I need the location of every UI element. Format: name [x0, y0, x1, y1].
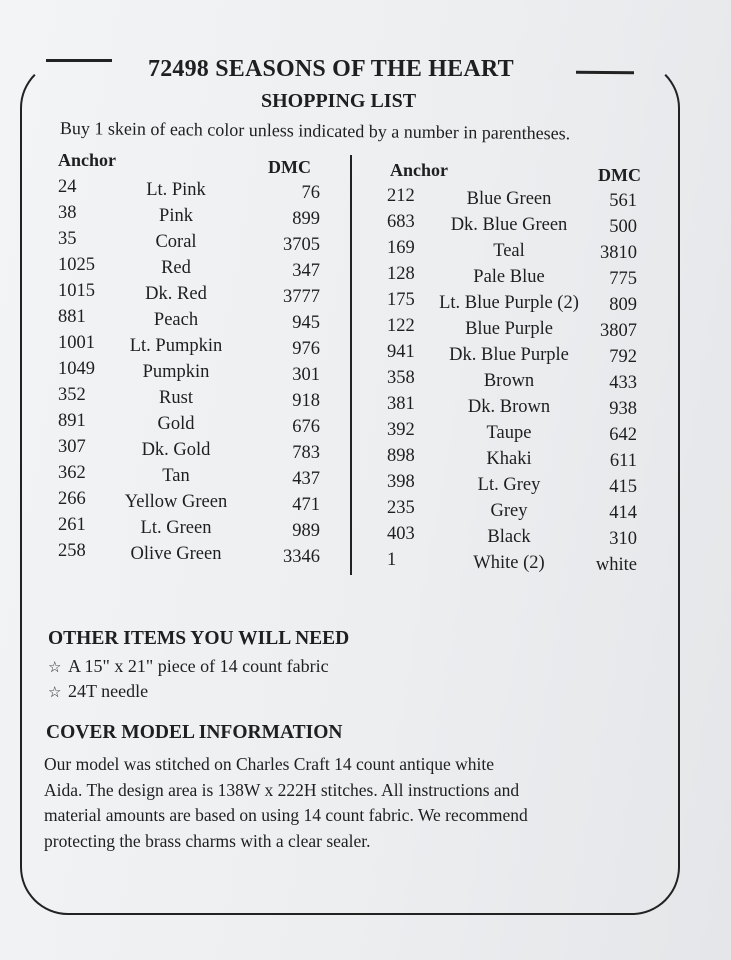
- cover-model-line: material amounts are based on using 14 count fabric. We recommend: [44, 805, 528, 825]
- dmc-number: 414: [609, 503, 637, 523]
- anchor-number: 24: [58, 177, 77, 197]
- dmc-number: 347: [292, 261, 320, 281]
- anchor-number: 381: [387, 394, 415, 414]
- thread-row: [387, 316, 647, 342]
- left-dmc-header: DMC: [268, 157, 311, 177]
- thread-row: [58, 281, 330, 307]
- color-name: Dk. Blue Purple: [449, 344, 569, 365]
- thread-row: [58, 255, 330, 281]
- color-name: Pumpkin: [142, 362, 210, 382]
- thread-row: [387, 264, 647, 290]
- color-name: Olive Green: [130, 544, 222, 564]
- anchor-number: 683: [387, 212, 415, 232]
- thread-row: [58, 307, 330, 333]
- anchor-number: 258: [58, 541, 86, 561]
- dmc-number: 76: [301, 183, 320, 203]
- thread-row: [387, 342, 647, 368]
- dmc-number: 918: [292, 391, 320, 411]
- other-item-needle: [48, 681, 148, 702]
- anchor-number: 122: [387, 316, 415, 336]
- thread-row: [387, 524, 647, 550]
- anchor-number: 169: [387, 238, 415, 258]
- color-name: Red: [161, 258, 191, 278]
- thread-row: [58, 541, 330, 567]
- anchor-number: 128: [387, 264, 415, 284]
- dmc-number: 500: [609, 217, 637, 237]
- thread-row: [58, 463, 330, 489]
- color-name: Blue Purple: [465, 318, 553, 339]
- dmc-number: 611: [609, 451, 637, 471]
- thread-row: [58, 515, 330, 541]
- color-name: Coral: [155, 232, 197, 252]
- thread-row: [58, 229, 330, 255]
- column-divider: [350, 155, 352, 575]
- anchor-number: 403: [387, 524, 415, 544]
- thread-row: [58, 203, 330, 229]
- thread-row: [387, 212, 647, 238]
- anchor-number: 1001: [58, 333, 95, 353]
- thread-row: [58, 177, 330, 203]
- color-name: Gold: [157, 414, 195, 434]
- anchor-number: 1025: [58, 255, 95, 275]
- anchor-number: 881: [58, 307, 86, 327]
- other-item-fabric: [48, 656, 329, 677]
- color-name: Peach: [153, 310, 199, 330]
- anchor-number: 358: [387, 368, 415, 388]
- color-name: White (2): [473, 552, 545, 573]
- thread-row: [387, 238, 647, 264]
- color-name: Tan: [162, 466, 190, 486]
- color-name: Blue Green: [466, 188, 552, 209]
- thread-row: [58, 333, 330, 359]
- color-name: Pink: [159, 206, 193, 226]
- anchor-number: 891: [58, 411, 86, 431]
- left-anchor-header: Anchor: [58, 150, 116, 170]
- color-name: Taupe: [486, 422, 532, 443]
- anchor-number: 352: [58, 385, 86, 405]
- anchor-number: 398: [387, 472, 415, 492]
- anchor-number: 235: [387, 498, 415, 518]
- dmc-number: 899: [292, 209, 320, 229]
- anchor-number: 362: [58, 463, 86, 483]
- anchor-number: 307: [58, 437, 86, 457]
- thread-row: [387, 290, 647, 316]
- thread-row: [387, 420, 647, 446]
- thread-row: [387, 472, 647, 498]
- dmc-number: 792: [609, 347, 637, 367]
- thread-row: [58, 437, 330, 463]
- other-item-text: 24T needle: [68, 681, 149, 701]
- color-name: Rust: [159, 388, 193, 408]
- thread-row: [387, 550, 647, 576]
- cover-model-line: protecting the brass charms with a clear sealer.: [44, 830, 371, 851]
- other-items-heading: OTHER ITEMS YOU WILL NEED: [48, 628, 350, 649]
- dmc-number: 433: [609, 373, 637, 393]
- cover-model-paragraph: [44, 752, 644, 854]
- dmc-number: 3807: [600, 321, 637, 341]
- dmc-number: 938: [609, 399, 637, 419]
- color-name: Lt. Grey: [477, 474, 541, 495]
- anchor-number: 212: [387, 186, 415, 206]
- page-title: 72498 SEASONS OF THE HEART: [148, 56, 514, 82]
- anchor-number: 1049: [58, 359, 95, 379]
- dmc-number: 976: [292, 339, 320, 359]
- dmc-number: 676: [292, 417, 320, 437]
- cover-model-line: Our model was stitched on Charles Craft 14 count antique white: [44, 754, 495, 774]
- dmc-number: white: [595, 555, 637, 575]
- dmc-number: 301: [292, 365, 320, 385]
- thread-row: [387, 186, 647, 212]
- anchor-number: 266: [58, 489, 86, 509]
- color-name: Lt. Pumpkin: [129, 336, 223, 356]
- anchor-number: 898: [387, 446, 415, 466]
- dmc-number: 415: [609, 477, 637, 497]
- other-item-text: A 15" x 21" piece of 14 count fabric: [68, 656, 329, 676]
- cover-model-heading: COVER MODEL INFORMATION: [46, 722, 343, 743]
- dmc-number: 809: [609, 295, 637, 315]
- anchor-number: 175: [387, 290, 415, 310]
- anchor-number: 261: [58, 515, 86, 535]
- dmc-number: 3705: [283, 235, 320, 255]
- right-anchor-header: Anchor: [390, 160, 448, 180]
- dmc-number: 642: [609, 425, 637, 445]
- color-name: Pale Blue: [473, 266, 545, 287]
- dmc-number: 3810: [600, 243, 637, 263]
- dmc-number: 989: [292, 521, 320, 541]
- color-name: Dk. Gold: [141, 440, 211, 460]
- dmc-number: 3777: [283, 287, 320, 307]
- color-name: Grey: [490, 500, 528, 521]
- color-name: Dk. Brown: [467, 396, 551, 417]
- color-name: Khaki: [486, 448, 532, 469]
- thread-row: [387, 394, 647, 420]
- thread-row: [58, 411, 330, 437]
- color-name: Brown: [483, 370, 535, 391]
- thread-row: [58, 489, 330, 515]
- color-name: Dk. Blue Green: [450, 214, 568, 235]
- anchor-number: 941: [387, 342, 415, 362]
- color-name: Lt. Green: [140, 518, 212, 538]
- anchor-number: 38: [58, 203, 77, 223]
- dmc-number: 945: [292, 313, 320, 333]
- anchor-number: 1015: [58, 281, 95, 301]
- star-outline-icon: ☆: [48, 660, 62, 676]
- color-name: Dk. Red: [145, 284, 207, 304]
- thread-row: [58, 359, 330, 385]
- dmc-number: 775: [609, 269, 637, 289]
- dmc-number: 310: [609, 529, 637, 549]
- frame-top-left-segment: [46, 59, 112, 62]
- color-name: Yellow Green: [124, 492, 228, 512]
- dmc-number: 471: [292, 495, 320, 515]
- dmc-number: 561: [609, 191, 637, 211]
- anchor-number: 1: [387, 550, 397, 570]
- color-name: Lt. Blue Purple (2): [439, 292, 579, 313]
- thread-row: [387, 368, 647, 394]
- anchor-number: 392: [387, 420, 415, 440]
- anchor-number: 35: [58, 229, 77, 249]
- color-name: Black: [487, 526, 531, 547]
- shopping-list-heading: SHOPPING LIST: [261, 90, 417, 112]
- color-name: Lt. Pink: [146, 180, 206, 200]
- dmc-number: 437: [292, 469, 320, 489]
- star-outline-icon: ☆: [48, 685, 62, 701]
- cover-model-line: Aida. The design area is 138W x 222H stitches. All instructions and: [44, 779, 520, 800]
- dmc-number: 3346: [283, 547, 320, 567]
- thread-row: [58, 385, 330, 411]
- thread-row: [387, 498, 647, 524]
- color-name: Teal: [493, 240, 525, 261]
- thread-row: [387, 446, 647, 472]
- intro-text: Buy 1 skein of each color unless indicated by a number in parentheses.: [59, 118, 571, 144]
- right-dmc-header: DMC: [598, 165, 641, 185]
- dmc-number: 783: [292, 443, 320, 463]
